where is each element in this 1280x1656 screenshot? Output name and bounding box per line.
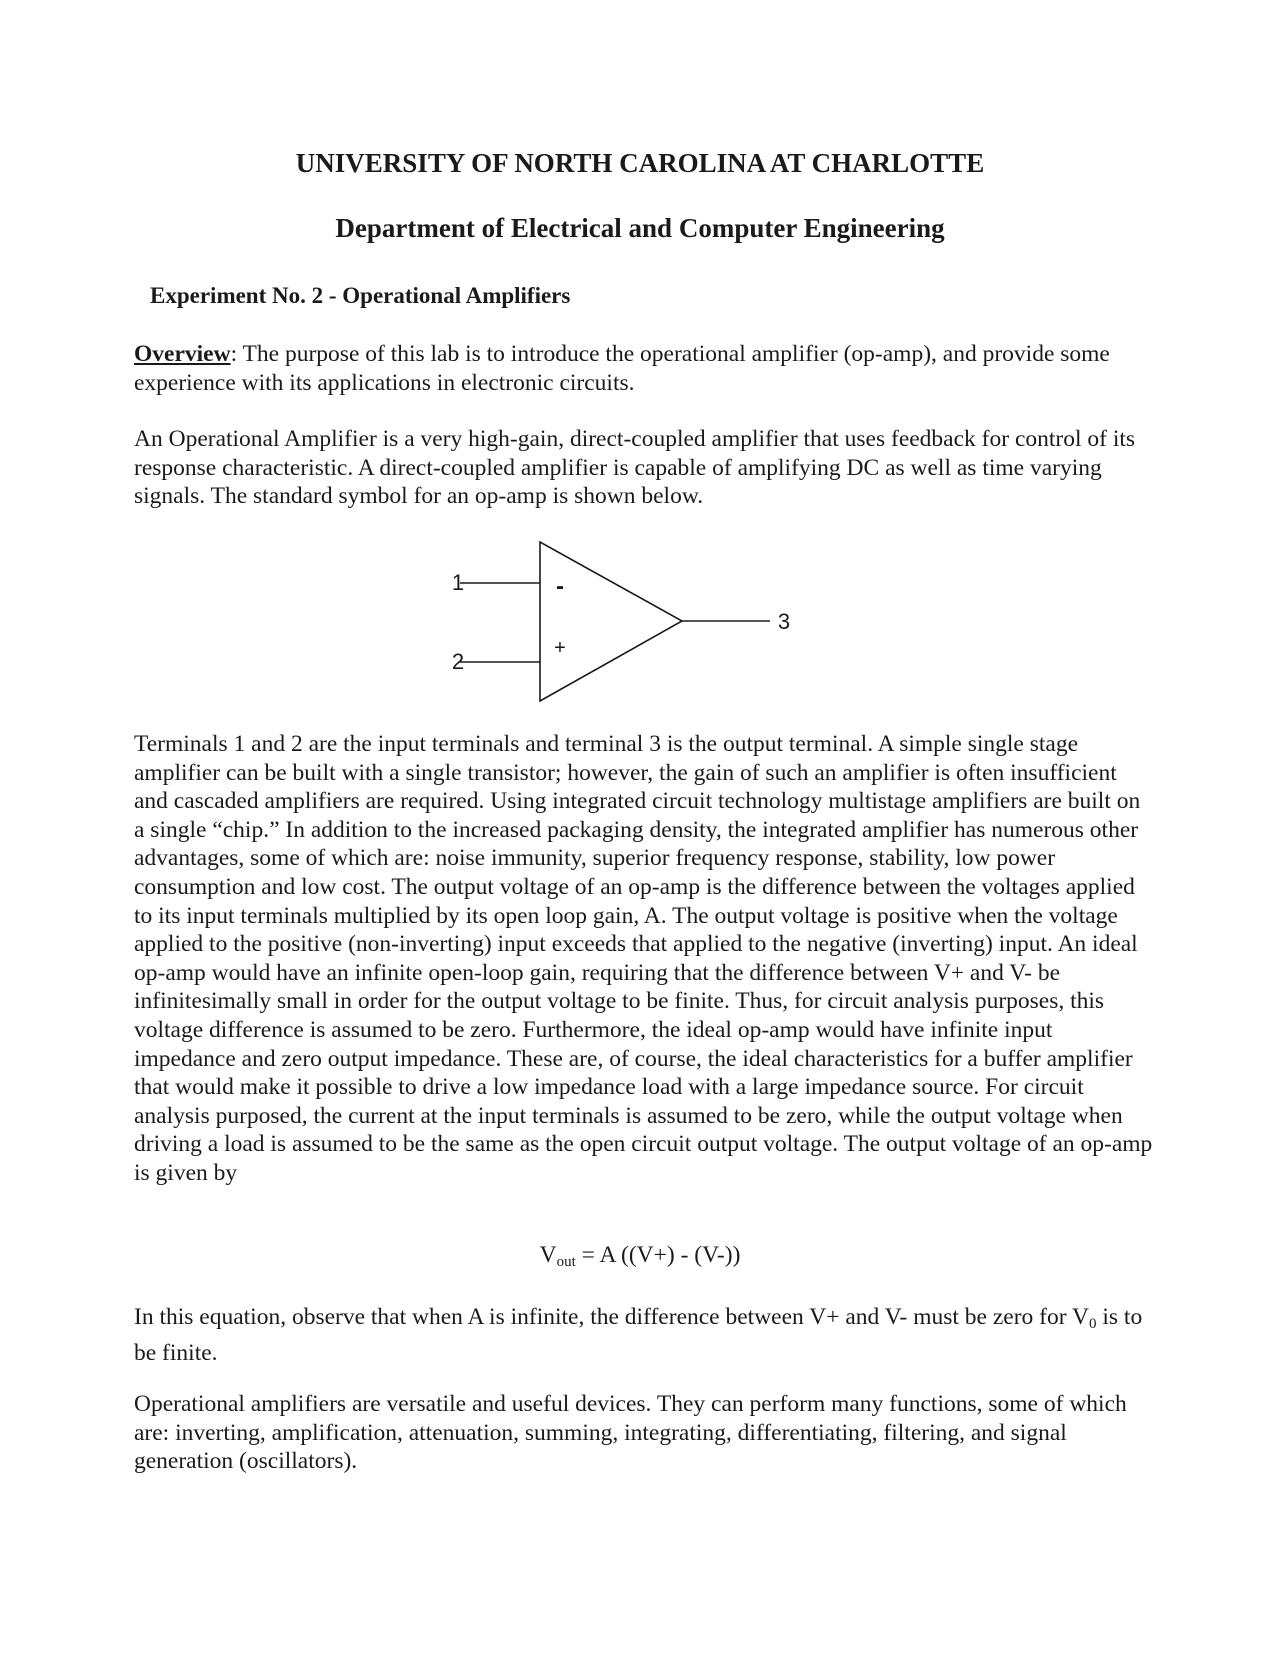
applications-paragraph: Operational amplifiers are versatile and useful devices. They can perform many functions, some of which are: inverting, amplification, attenuation, summing, integrating, differentiating, filtering, and signal generation (oscillators).	[134, 1391, 1127, 1475]
terminal-1-label: 1	[451, 570, 465, 595]
equation-note-paragraph	[134, 1303, 1154, 1367]
equation-note-subscript: 0	[1089, 1316, 1097, 1332]
overview-paragraph	[134, 340, 1154, 397]
university-title: UNIVERSITY OF NORTH CAROLINA AT CHARLOTTE	[295, 148, 985, 178]
op-amp-triangle	[540, 542, 682, 701]
non-inverting-input-sign: +	[554, 637, 566, 659]
equation-note-text: In this equation, observe that when A is infinite, the difference between V+ and V- must be zero for V	[134, 1304, 1089, 1330]
output-voltage-equation	[0, 1242, 1280, 1271]
equation-rhs: = A ((V+) - (V-))	[575, 1242, 741, 1268]
inverting-input-sign: -	[556, 573, 564, 600]
intro-paragraph: An Operational Amplifier is a very high-gain, direct-coupled amplifier that uses feedback for control of its response characteristic. A direct-coupled amplifier is capable of amplifying DC as well as time varying signals. The standard symbol for an op-amp is shown below.	[134, 426, 1136, 510]
terminal-2-label: 2	[451, 649, 465, 674]
equation-v: V	[539, 1242, 557, 1268]
equation-note-tail: is to be finite.	[134, 1304, 1143, 1366]
terminals-paragraph: Terminals 1 and 2 are the input terminals and terminal 3 is the output terminal. A simple single stage amplifier can be built with a single transistor; however, the gain of such an amplifier is often insufficient and cascaded amplifiers are required. Using integrated circuit technology multistage amplifiers are built on a single “chip.” In addition to the increased packaging density, the integrated amplifier has numerous other advantages, some of which are: noise immunity, superior frequency response, stability, low power consumption and low cost. The output voltage of an op-amp is the difference between the voltages applied to its input terminals multiplied by its open loop gain, A. The output voltage is positive when the voltage applied to the positive (non-inverting) input exceeds that applied to the negative (inverting) input. An ideal op-amp would have an infinite open-loop gain, requiring that the difference between V+ and V- be infinitesimally small in order for the output voltage to be finite. Thus, for circuit analysis purposes, this voltage difference is assumed to be zero. Furthermore, the ideal op-amp would have infinite input impedance and zero output impedance. These are, of course, the ideal characteristics for a buffer amplifier that would make it possible to drive a low impedance load with a large impedance source. For circuit analysis purposed, the current at the input terminals is assumed to be zero, while the output voltage when driving a load is assumed to be the same as the open circuit output voltage. The output voltage of an op-amp is given by	[134, 731, 1153, 1186]
overview-text: : The purpose of this lab is to introduce the operational amplifier (op-amp), and provide some experience with its applications in electronic circuits.	[134, 341, 1110, 396]
experiment-title: Experiment No. 2 - Operational Amplifiers	[150, 283, 571, 308]
department-title: Department of Electrical and Computer Engineering	[335, 213, 945, 243]
op-amp-symbol-diagram	[440, 536, 820, 706]
terminal-3-label: 3	[777, 609, 791, 634]
overview-label: Overview	[134, 341, 231, 367]
equation-subscript: out	[556, 1254, 576, 1270]
